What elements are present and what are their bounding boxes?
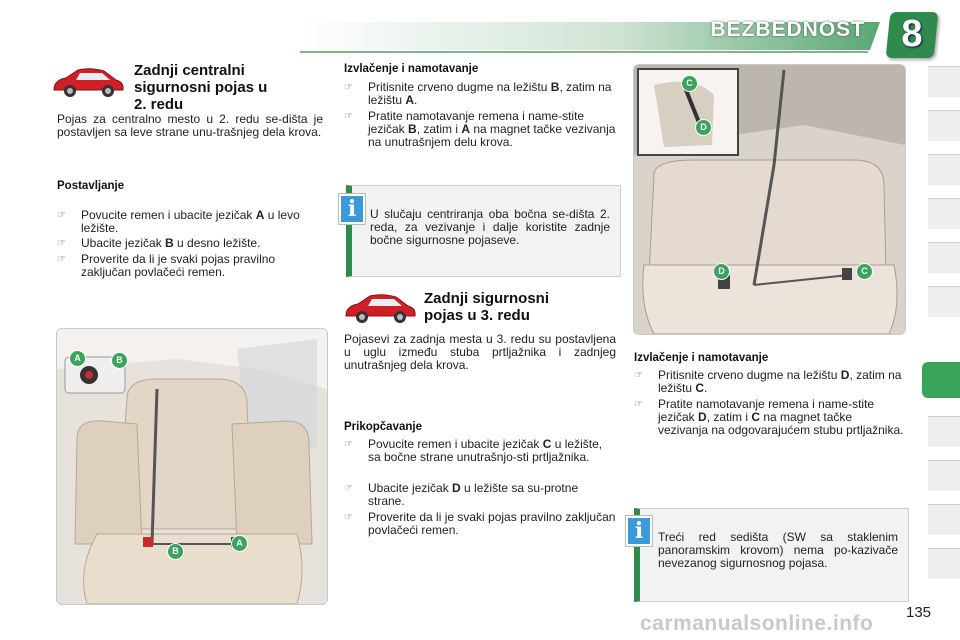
watermark: carmanualsonline.info (640, 612, 874, 635)
seat-label: C (856, 263, 873, 280)
list-item: ☞ Pratite namotavanje remena i name-stite jezičak B, zatim i A na magnet tačke vezivanja na unutrašnjem delu krova. (344, 109, 616, 149)
seat-label: D (713, 263, 730, 280)
chapter-tab[interactable] (928, 242, 960, 273)
section-heading: Zadnji sigurnosni pojas u 3. redu (424, 290, 550, 324)
bullet-icon: ☞ (344, 111, 353, 122)
list-item: ☞ Pritisnite crveno dugme na ležištu D, zatim na ležištu C. (634, 368, 902, 395)
info-text: Treći red sedišta (SW sa staklenim panoramskim krovom) nema po-kazivače nevezanog sigurnosnog pojasa. (658, 530, 898, 570)
bullet-icon: ☞ (344, 82, 353, 93)
subheading: Prikopčavanje (344, 421, 422, 433)
bullet-icon: ☞ (344, 512, 353, 523)
info-box (346, 185, 621, 277)
seat-illustration (57, 329, 327, 604)
list-item: ☞ Ubacite jezičak D u ležište sa su-protne strane. (344, 481, 579, 508)
bullet-icon: ☞ (57, 238, 66, 249)
subheading: Postavljanje (57, 180, 125, 192)
bullet-icon: ☞ (344, 439, 353, 450)
list-item: ☞ Pritisnite crveno dugme na ležištu B, zatim na ležištu A. (344, 80, 612, 107)
bullet-icon: ☞ (57, 210, 66, 221)
chapter-tab[interactable] (928, 548, 960, 579)
chapter-tab[interactable] (928, 154, 960, 185)
chapter-tab[interactable] (928, 460, 960, 491)
photo-second-row-seats (56, 328, 328, 605)
info-icon: i (626, 516, 652, 546)
subheading: Izvlačenje i namotavanje (634, 352, 769, 364)
chapter-tab[interactable] (928, 110, 960, 141)
seat-label: A (69, 350, 86, 367)
car-icon (50, 66, 126, 100)
list-item: ☞ Povucite remen i ubacite jezičak A u levo ležište. (57, 208, 300, 235)
seat-label: B (167, 543, 184, 560)
bullet-icon: ☞ (57, 254, 66, 265)
seat-label: C (681, 75, 698, 92)
list-item: ☞ Povucite remen i ubacite jezičak C u ležište, sa bočne strane unutrašnjo-sti prtljažnika. (344, 437, 603, 464)
seat-label: D (695, 119, 712, 136)
bullet-icon: ☞ (634, 399, 643, 410)
photo-third-row-seats (633, 64, 906, 335)
chapter-tab[interactable] (928, 198, 960, 229)
section-heading: Zadnji centralni sigurnosni pojas u 2. redu (134, 62, 268, 113)
subheading: Izvlačenje i namotavanje (344, 63, 479, 75)
chapter-tab[interactable] (928, 66, 960, 97)
bullet-icon: ☞ (634, 370, 643, 381)
intro-paragraph: Pojasevi za zadnja mesta u 3. redu su postavljena u uglu između stuba prtljažnika i zadnjeg unutrašnjeg dela krova. (344, 332, 616, 372)
section-title: BEZBEDNOST (710, 18, 865, 41)
list-item: ☞ Proverite da li je svaki pojas pravilno zaključan povlačeći remen. (57, 252, 276, 279)
list-item: ☞ Ubacite jezičak B u desno ležište. (57, 236, 261, 250)
seat-label: A (231, 535, 248, 552)
chapter-tab[interactable] (928, 504, 960, 535)
chapter-number: 8 (901, 13, 923, 55)
chapter-tab-active[interactable] (922, 362, 960, 398)
page-number: 135 (906, 604, 932, 621)
seat-label: B (111, 352, 128, 369)
list-item: ☞ Proverite da li je svaki pojas pravilno zaključan povlačeći remen. (344, 510, 616, 537)
list-item: ☞ Pratite namotavanje remena i name-stite jezičak D, zatim i C na magnet tačke vezivanja na odgovarajućem stubu prtljažnika. (634, 397, 904, 437)
info-icon: i (339, 194, 365, 224)
info-box (634, 508, 909, 602)
chapter-tab[interactable] (928, 416, 960, 447)
bullet-icon: ☞ (344, 483, 353, 494)
info-text: U slučaju centriranja oba bočna se-dišta 2. reda, za vezivanje i dalje koristite zadnje bočne sigurnosne pojaseve. (370, 207, 610, 247)
car-icon (342, 292, 418, 326)
seat-illustration (634, 65, 905, 334)
intro-paragraph: Pojas za centralno mesto u 2. redu se-dišta je postavljen sa leve strane unu-trašnjeg dela krova. (57, 112, 323, 139)
chapter-tab[interactable] (928, 286, 960, 317)
